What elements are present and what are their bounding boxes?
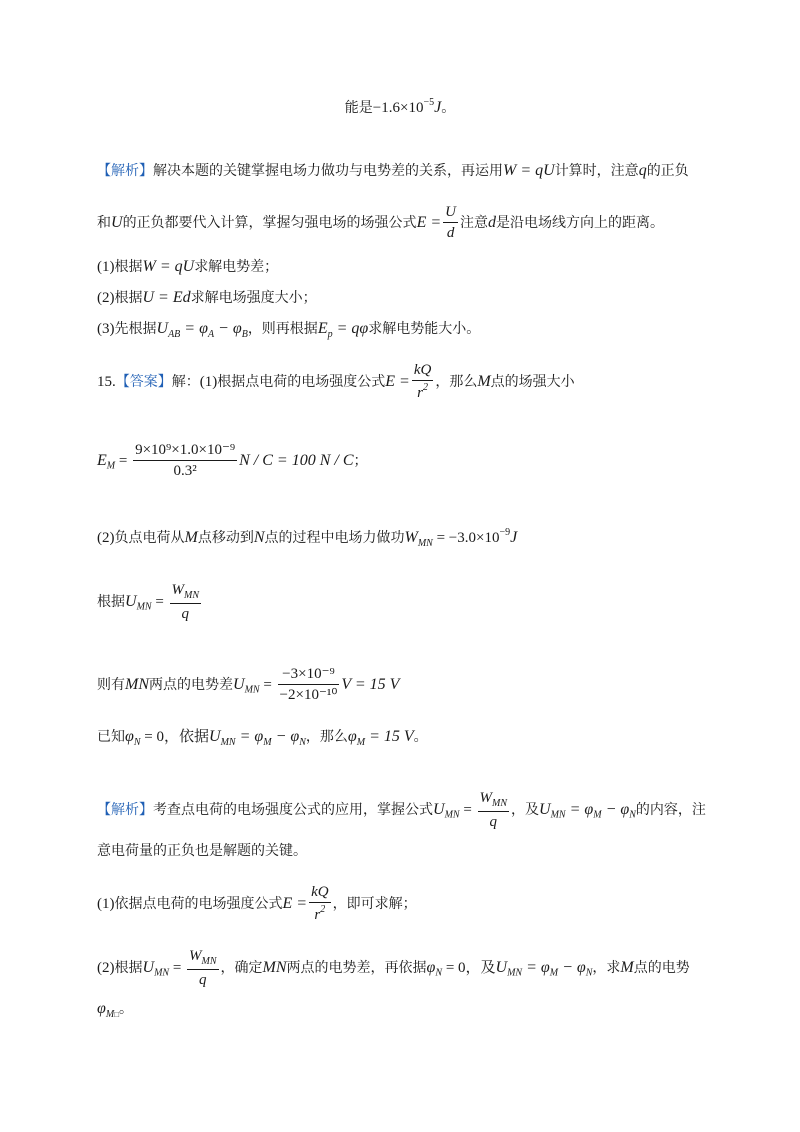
text: ，则再根据 [247,321,318,337]
text: 根据 [114,959,143,976]
formula: W [404,529,418,546]
text: ，那么 [435,373,478,390]
step-index: (3) [97,321,115,337]
formula: MN [125,675,149,693]
subscript: MN [154,967,170,979]
step-index: (2) [97,959,115,976]
text: = 0，依据 [140,729,209,745]
subscript: p [327,328,333,340]
energy-result-line [0,96,800,119]
subscript: A [207,328,215,340]
denominator: q [489,813,498,830]
potential-result [97,726,428,750]
denominator: d [446,225,455,242]
fraction [133,440,237,482]
formula: MN [262,958,287,976]
formula: − φ [271,728,300,745]
step-index: (1) [199,373,218,390]
text: 依据点电荷的电场强度公式 [114,895,283,912]
text: 计算时，注意 [554,163,639,179]
text: 解： [171,373,200,390]
text: 的正负 [646,163,689,179]
text: 的正负都要代入计算，掌握匀强电场的场强公式 [122,214,417,231]
fraction [309,882,331,926]
formula: U = Ed [142,289,191,306]
formula: M [620,958,634,976]
text: 点的过程中电场力做功 [264,530,405,546]
formula: W = qU [503,162,555,179]
formula: = φ [522,958,550,976]
fraction [170,580,202,624]
formula: φ [426,958,436,976]
subscript: N [133,736,141,748]
text: 点的场强大小 [490,373,575,390]
formula: − φ [558,958,586,976]
formula: = 15 V [365,728,414,745]
text: ，及 [511,801,540,818]
text: 两点的电势差，再依据 [286,959,427,976]
text: 意电荷量的正负也是解题的关键。 [97,843,307,859]
fraction [278,664,340,706]
text: 解决本题的关键掌握电场力做功与电势差的关系，再运用 [153,163,503,179]
numerator: W [479,790,493,806]
subscript: M [105,1008,115,1020]
text: 是沿电场线方向上的距离。 [495,214,664,231]
formula: = qφ [332,320,369,337]
step-2 [97,287,317,309]
formula: U [209,728,221,745]
formula: U [233,675,245,693]
formula: = φ [565,800,594,818]
analysis-tag: 【解析】 [97,163,153,179]
numerator: W [171,582,185,598]
text: ，求 [592,959,621,976]
numerator: W [189,948,202,964]
numerator: 9×10⁹×1.0×10⁻⁹ [133,440,237,461]
formula: = φ [235,728,264,745]
text: 先根据 [114,321,157,337]
field-strength-calc: $E_M$ = $\frac{\text{9×10⁹×1.0×10⁻⁹}}{\text{0.3²}}$ N / C = 100 N / C； [97,440,367,482]
text: 的内容，注 [635,801,706,818]
answer-tag: 【答案】 [115,373,172,390]
formula: = −3.0×10 [432,530,500,546]
subscript: N [299,736,306,748]
analysis-2-step-2: (2)根据$U_{MN}$ = $\frac{W_{MN}}{q}$ ，确定MN两点的电势差，再依据$\varphi_N = 0$，及$U_{MN} = \varphi_M - \varphi_N$，求M点的电势 [97,946,690,990]
subscript: M [549,967,559,979]
subscript: N [585,967,593,979]
fraction [187,946,219,990]
analysis-2-line-1: 【解析】考查点电荷的电场强度公式的应用，掌握公式$U_{MN}$ = $\frac{W_{MN}}{q}$ ，及$U_{MN} = \varphi_M - \varphi_N$的内容，注 [97,788,706,832]
formula: d [487,213,496,231]
text: 和 [97,214,111,231]
formula: U [156,320,169,337]
formula: − φ [214,320,242,337]
formula: E = [416,213,442,231]
formula: U [433,800,445,818]
formula: E [317,320,328,337]
formula: N [253,529,265,546]
analysis-2-line-2 [97,842,307,862]
formula: φ [347,728,357,745]
exponent: −5 [423,97,435,108]
analysis-line-1 [97,160,689,182]
text: 注意 [459,214,488,231]
subscript: MN [550,809,566,821]
answer-15-line [97,360,575,404]
formula: φ [125,728,134,745]
denominator: 0.3² [173,463,197,480]
denominator: r [417,385,423,402]
subscript: MN [444,809,460,821]
unit: J [434,99,442,116]
text: ，确定 [220,959,263,976]
placeholder-box: □ [114,1009,120,1019]
text: 点移动到 [197,530,254,546]
subscript: MN [244,684,260,696]
formula: M [184,529,198,546]
formula: E = [282,894,308,912]
text: 根据 [97,593,125,610]
denominator: r [314,907,321,924]
unit: J [510,529,518,546]
text: 求解电势差； [194,259,279,275]
text: 考查点电荷的电场强度公式的应用，掌握公式 [153,801,433,818]
subscript: M [593,809,602,821]
text: ； [353,452,368,469]
formula: N / C = 100 N / C [239,451,354,469]
formula: U [539,800,551,818]
potential-diff-formula: 根据$U_{MN}$ = $\frac{W_{MN}}{q}$ [97,580,203,624]
numerator: kQ [309,882,331,903]
fraction [412,360,434,404]
formula: q [638,162,647,179]
subscript: N [435,967,443,979]
text: ，即可求解； [332,895,417,912]
text: 根据 [114,259,143,275]
subscript: MN [417,537,433,549]
exponent: 2 [423,382,428,394]
formula: = φ [180,320,208,337]
numerator: U [443,202,458,223]
formula: M [477,372,491,390]
text: 负点电荷从 [114,530,185,546]
step-index: (2) [97,290,115,306]
formula: W = qU [142,258,195,275]
formula: U [111,213,123,231]
subscript: MN [136,601,152,613]
subscript: M [356,736,366,748]
text: 点的电势 [633,959,690,976]
step-index: (2) [97,530,115,546]
formula: −1.6×10 [372,100,424,116]
formula: φ [97,1000,106,1017]
analysis-tag: 【解析】 [97,801,153,818]
text: 求解电势能大小。 [368,321,481,337]
subscript: MN [201,956,217,967]
subscript: MN [184,590,200,601]
text: 根据点电荷的电场强度公式 [217,373,386,390]
formula: U [142,958,155,976]
denominator: q [181,605,190,622]
denominator: −2×10⁻¹⁰ [279,687,338,704]
subscript: M [263,736,272,748]
fraction [478,788,510,832]
formula: U [125,592,137,610]
step-1 [97,256,278,278]
exponent: −9 [499,527,511,538]
text: = 0，及 [442,959,496,976]
work-line [97,526,517,551]
subscript: M [106,460,116,472]
formula: − φ [601,800,630,818]
text: 求解电场强度大小； [190,290,317,306]
text: 能是 [344,100,373,116]
subscript: MN [507,967,523,979]
text: 根据 [114,290,143,306]
text: 已知 [97,729,125,745]
formula: U [495,958,508,976]
subscript: AB [168,328,181,340]
subscript: B [241,328,248,340]
fraction [443,202,458,244]
step-index: (1) [97,895,115,912]
step-index: (1) [97,259,115,275]
text: 。 [119,1001,134,1017]
text: 。 [413,729,428,745]
formula: E [97,451,107,469]
formula: E = [385,372,410,390]
potential-diff-calc: 则有MN两点的电势差$U_{MN}$ = $\frac{\text{−3×10⁻⁹}}{\text{−2×10⁻¹⁰}}$ V = 15 V [97,664,399,706]
step-3 [97,318,480,342]
analysis-2-step-1 [97,882,417,926]
question-number: 15. [97,373,116,390]
subscript: MN [492,798,508,809]
analysis-line-2 [97,202,664,244]
analysis-2-line-end [97,998,133,1022]
formula: V = 15 V [341,675,400,693]
numerator: −3×10⁻⁹ [278,664,340,685]
subscript: N [629,809,636,821]
numerator: kQ [412,360,434,381]
subscript: MN [220,736,236,748]
text: 则有 [97,676,125,693]
exponent: 2 [320,904,326,916]
denominator: q [199,971,207,988]
text: 两点的电势差 [149,676,233,693]
text: 。 [441,100,456,116]
text: ，那么 [305,729,348,745]
